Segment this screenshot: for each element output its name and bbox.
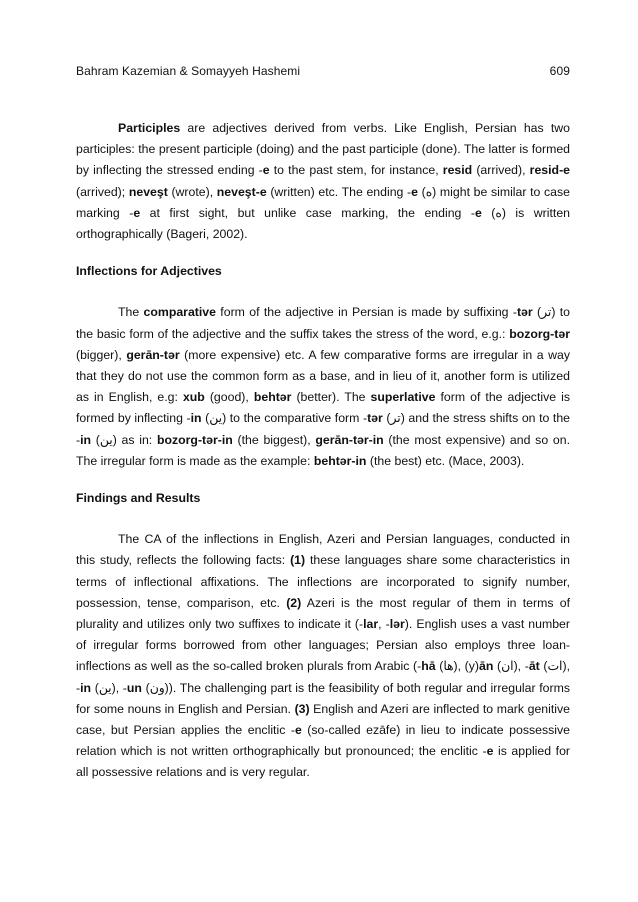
bold-run: resid <box>442 163 473 178</box>
text-run: (good), <box>204 390 254 405</box>
text-run: (تر) and the stress shifts on to the - <box>76 411 571 447</box>
text-run: (ان), - <box>493 659 529 674</box>
section-heading-adjectives: Inflections for Adjectives <box>76 264 222 279</box>
text-run: (more expensive) etc. A few comparative forms are irregular in a way that they do not use the common form as a base, and in lieu of it, another form is utilized as in English, e.g: <box>76 347 570 405</box>
bold-run: hā <box>421 659 436 674</box>
spacer <box>76 509 570 529</box>
bold-run: xub <box>182 390 205 405</box>
text-run: (ون)). The challenging part is the feasibility of both regular and irregular forms for some nouns in English and Persian. <box>76 680 571 716</box>
text-run: to the past stem, for instance, <box>269 163 443 178</box>
bold-run: resid-e <box>529 163 570 178</box>
term-comparative: comparative <box>143 305 216 320</box>
page-body <box>76 118 570 784</box>
bold-run: e <box>262 163 270 178</box>
text-run: (ین), - <box>91 680 127 695</box>
paragraph-adjectives <box>76 302 570 472</box>
bold-run: gerān-tər-in <box>315 432 384 447</box>
bold-run: tər <box>516 305 533 320</box>
text-run: (ین) to the comparative form - <box>201 411 368 426</box>
bold-run: āt <box>528 659 540 674</box>
bold-run: un <box>126 680 142 695</box>
paragraph-findings <box>76 529 570 783</box>
text-run: (arrived), <box>472 163 530 178</box>
text-run: (ها), (y) <box>435 659 480 674</box>
text-run: (so-called ezāfe) in lieu to indicate possessive relation which is not written orthographically but pronounced; the enclitic - <box>76 723 570 759</box>
text-run: (written) etc. The ending - <box>266 184 412 199</box>
bold-run: neveşt <box>128 184 168 199</box>
header-page-number: 609 <box>549 64 570 78</box>
text-run: (wrote), <box>167 184 217 199</box>
term-participles: Participles <box>118 121 181 135</box>
text-run: (ه) is written orthographically (Bageri, 2002). <box>76 205 571 242</box>
bold-run: (3) <box>294 701 310 716</box>
bold-run: behtər-in <box>313 453 367 468</box>
text-run: (ه) might be similar to case marking - <box>76 184 570 220</box>
text-run: (ین) as in: <box>91 432 157 447</box>
paragraph-participles <box>76 118 570 245</box>
bold-run: neveşt-e <box>216 184 267 199</box>
bold-run: (2) <box>286 595 302 610</box>
spacer <box>76 245 570 261</box>
text-run: (the biggest), <box>232 432 316 447</box>
text-run: (bigger), <box>76 347 127 362</box>
text-run: (the most expensive) and so on. The irregular form is made as the example: <box>76 432 570 468</box>
spacer <box>76 472 570 488</box>
text-run: form of the adjective is formed by inflecting - <box>76 390 570 426</box>
running-header <box>76 64 570 78</box>
bold-run: gerān-tər <box>126 347 180 362</box>
text-run: at first sight, but unlike case marking, the ending - <box>140 205 475 220</box>
text-run: (ات), - <box>76 659 570 695</box>
bold-run: in <box>80 432 92 447</box>
bold-run: e <box>486 744 494 759</box>
section-heading-findings: Findings and Results <box>76 491 201 506</box>
bold-run: e <box>133 205 141 220</box>
text-run: (تر) to the basic form of the adjective and the suffix takes the stress of the word, e.g.: <box>76 305 571 341</box>
text-run: (the best) etc. (Mace, 2003). <box>366 453 525 468</box>
bold-run: bozorg-tər <box>509 326 570 341</box>
bold-run: tər <box>367 411 383 426</box>
text-run: English and Azeri are inflected to mark genitive case, but Persian applies the enclitic - <box>76 701 571 738</box>
text-run: form of the adjective in Persian is made by suffixing - <box>215 305 517 320</box>
text-run: , - <box>378 617 390 632</box>
text-run: (better). The <box>291 390 371 405</box>
bold-run: behtər <box>253 390 292 405</box>
bold-run: lar <box>363 617 379 632</box>
bold-run: in <box>190 411 202 426</box>
bold-run: bozorg-tər-in <box>156 432 233 447</box>
text-run: The <box>118 305 144 320</box>
bold-run: e <box>474 205 482 220</box>
text-run: The CA of the inflections in English, Azeri and Persian languages, conducted in this study, reflects the following facts: <box>76 532 570 568</box>
bold-run: lər <box>389 617 405 632</box>
header-authors: Bahram Kazemian & Somayyeh Hashemi <box>76 64 301 78</box>
bold-run: e <box>294 723 302 738</box>
bold-run: in <box>80 680 92 695</box>
term-superlative: superlative <box>370 390 436 405</box>
bold-run: ān <box>479 659 494 674</box>
spacer <box>76 282 570 302</box>
text-run: these languages share some characteristics in terms of inflectional affixations. The inflections are incorporated to signify number, possession, tense, comparison, etc. <box>76 553 570 610</box>
text-run: (arrived); <box>76 184 129 199</box>
text-run: is applied for all possessive relations and is very regular. <box>76 744 570 780</box>
text-run: are adjectives derived from verbs. Like English, Persian has two participles: the present participle (doing) and the past participle (done). The latter is formed by inflecting the stressed ending - <box>76 121 570 178</box>
bold-run: e <box>411 184 418 199</box>
text-run: ). English uses a vast number of irregular forms borrowed from other languages; Persian also employs three loan-inflections as well as the so-called broken plurals from Arabic (- <box>76 617 570 674</box>
text-run: Azeri is the most regular of them in terms of plurality and utilizes only two suffixes to indicate it (- <box>76 595 570 632</box>
bold-run: (1) <box>290 553 306 568</box>
